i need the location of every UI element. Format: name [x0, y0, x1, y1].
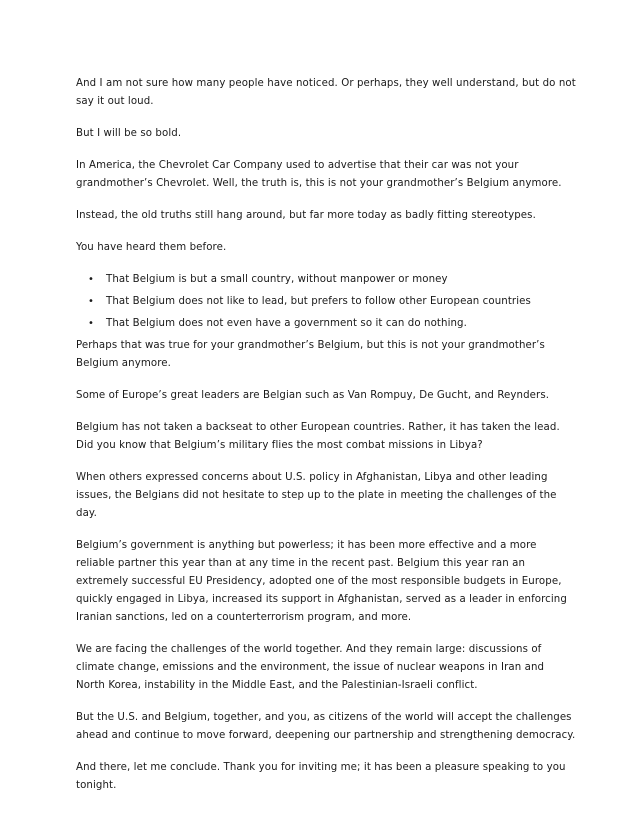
paragraph: But the U.S. and Belgium, together, and you, as citizens of the world will accept the challenges ahead and continue to move forward, deepening our partnership and strengthening democracy. — [76, 712, 576, 741]
bullet-list — [76, 271, 576, 333]
list-item-text: That Belgium does not even have a government so it can do nothing. — [106, 318, 467, 329]
paragraph: Belgium’s government is anything but powerless; it has been more effective and a more reliable partner this year than at any time in the recent past. Belgium this year ran an extremely successful EU Presidency, adopted one of the most responsible budgets in Europe, quickly engaged in Libya, increased its support in Afghanistan, served as a leader in enforcing Iranian sanctions, led on a counterterrorism program, and more. — [76, 540, 567, 623]
paragraph: You have heard them before. — [76, 242, 227, 253]
paragraph: And there, let me conclude. Thank you for inviting me; it has been a pleasure speaking to you tonight. — [76, 762, 566, 791]
paragraph: Belgium has not taken a backseat to other European countries. Rather, it has taken the lead. Did you know that Belgium’s military flies the most combat missions in Libya? — [76, 422, 560, 451]
bullet-icon: • — [88, 274, 94, 285]
paragraph: Some of Europe’s great leaders are Belgian such as Van Rompuy, De Gucht, and Reynders. — [76, 390, 550, 401]
paragraph: Perhaps that was true for your grandmother’s Belgium, but this is not your grandmother’s Belgium anymore. — [76, 340, 545, 369]
paragraph: When others expressed concerns about U.S. policy in Afghanistan, Libya and other leading issues, the Belgians did not hesitate to step up to the plate in meeting the challenges of the day. — [76, 472, 557, 519]
bullet-icon: • — [88, 318, 94, 329]
list-item — [76, 271, 576, 289]
list-item-text: That Belgium is but a small country, without manpower or money — [106, 274, 448, 285]
list-item-text: That Belgium does not like to lead, but prefers to follow other European countries — [106, 296, 531, 307]
paragraph: But I will be so bold. — [76, 128, 182, 139]
paragraph: In America, the Chevrolet Car Company used to advertise that their car was not your grandmother’s Chevrolet. Well, the truth is, this is not your grandmother’s Belgium anymore. — [76, 160, 562, 189]
paragraph: And I am not sure how many people have noticed. Or perhaps, they well understand, but do not say it out loud. — [76, 78, 576, 107]
list-item — [76, 293, 576, 311]
paragraph: Instead, the old truths still hang around, but far more today as badly fitting stereotypes. — [76, 210, 536, 221]
document-body — [76, 75, 576, 809]
bullet-icon: • — [88, 296, 94, 307]
list-item — [76, 315, 576, 333]
paragraph: We are facing the challenges of the world together. And they remain large: discussions of climate change, emissions and the environment, the issue of nuclear weapons in Iran and North Korea, instability in the Middle East, and the Palestinian-Israeli conflict. — [76, 644, 545, 691]
